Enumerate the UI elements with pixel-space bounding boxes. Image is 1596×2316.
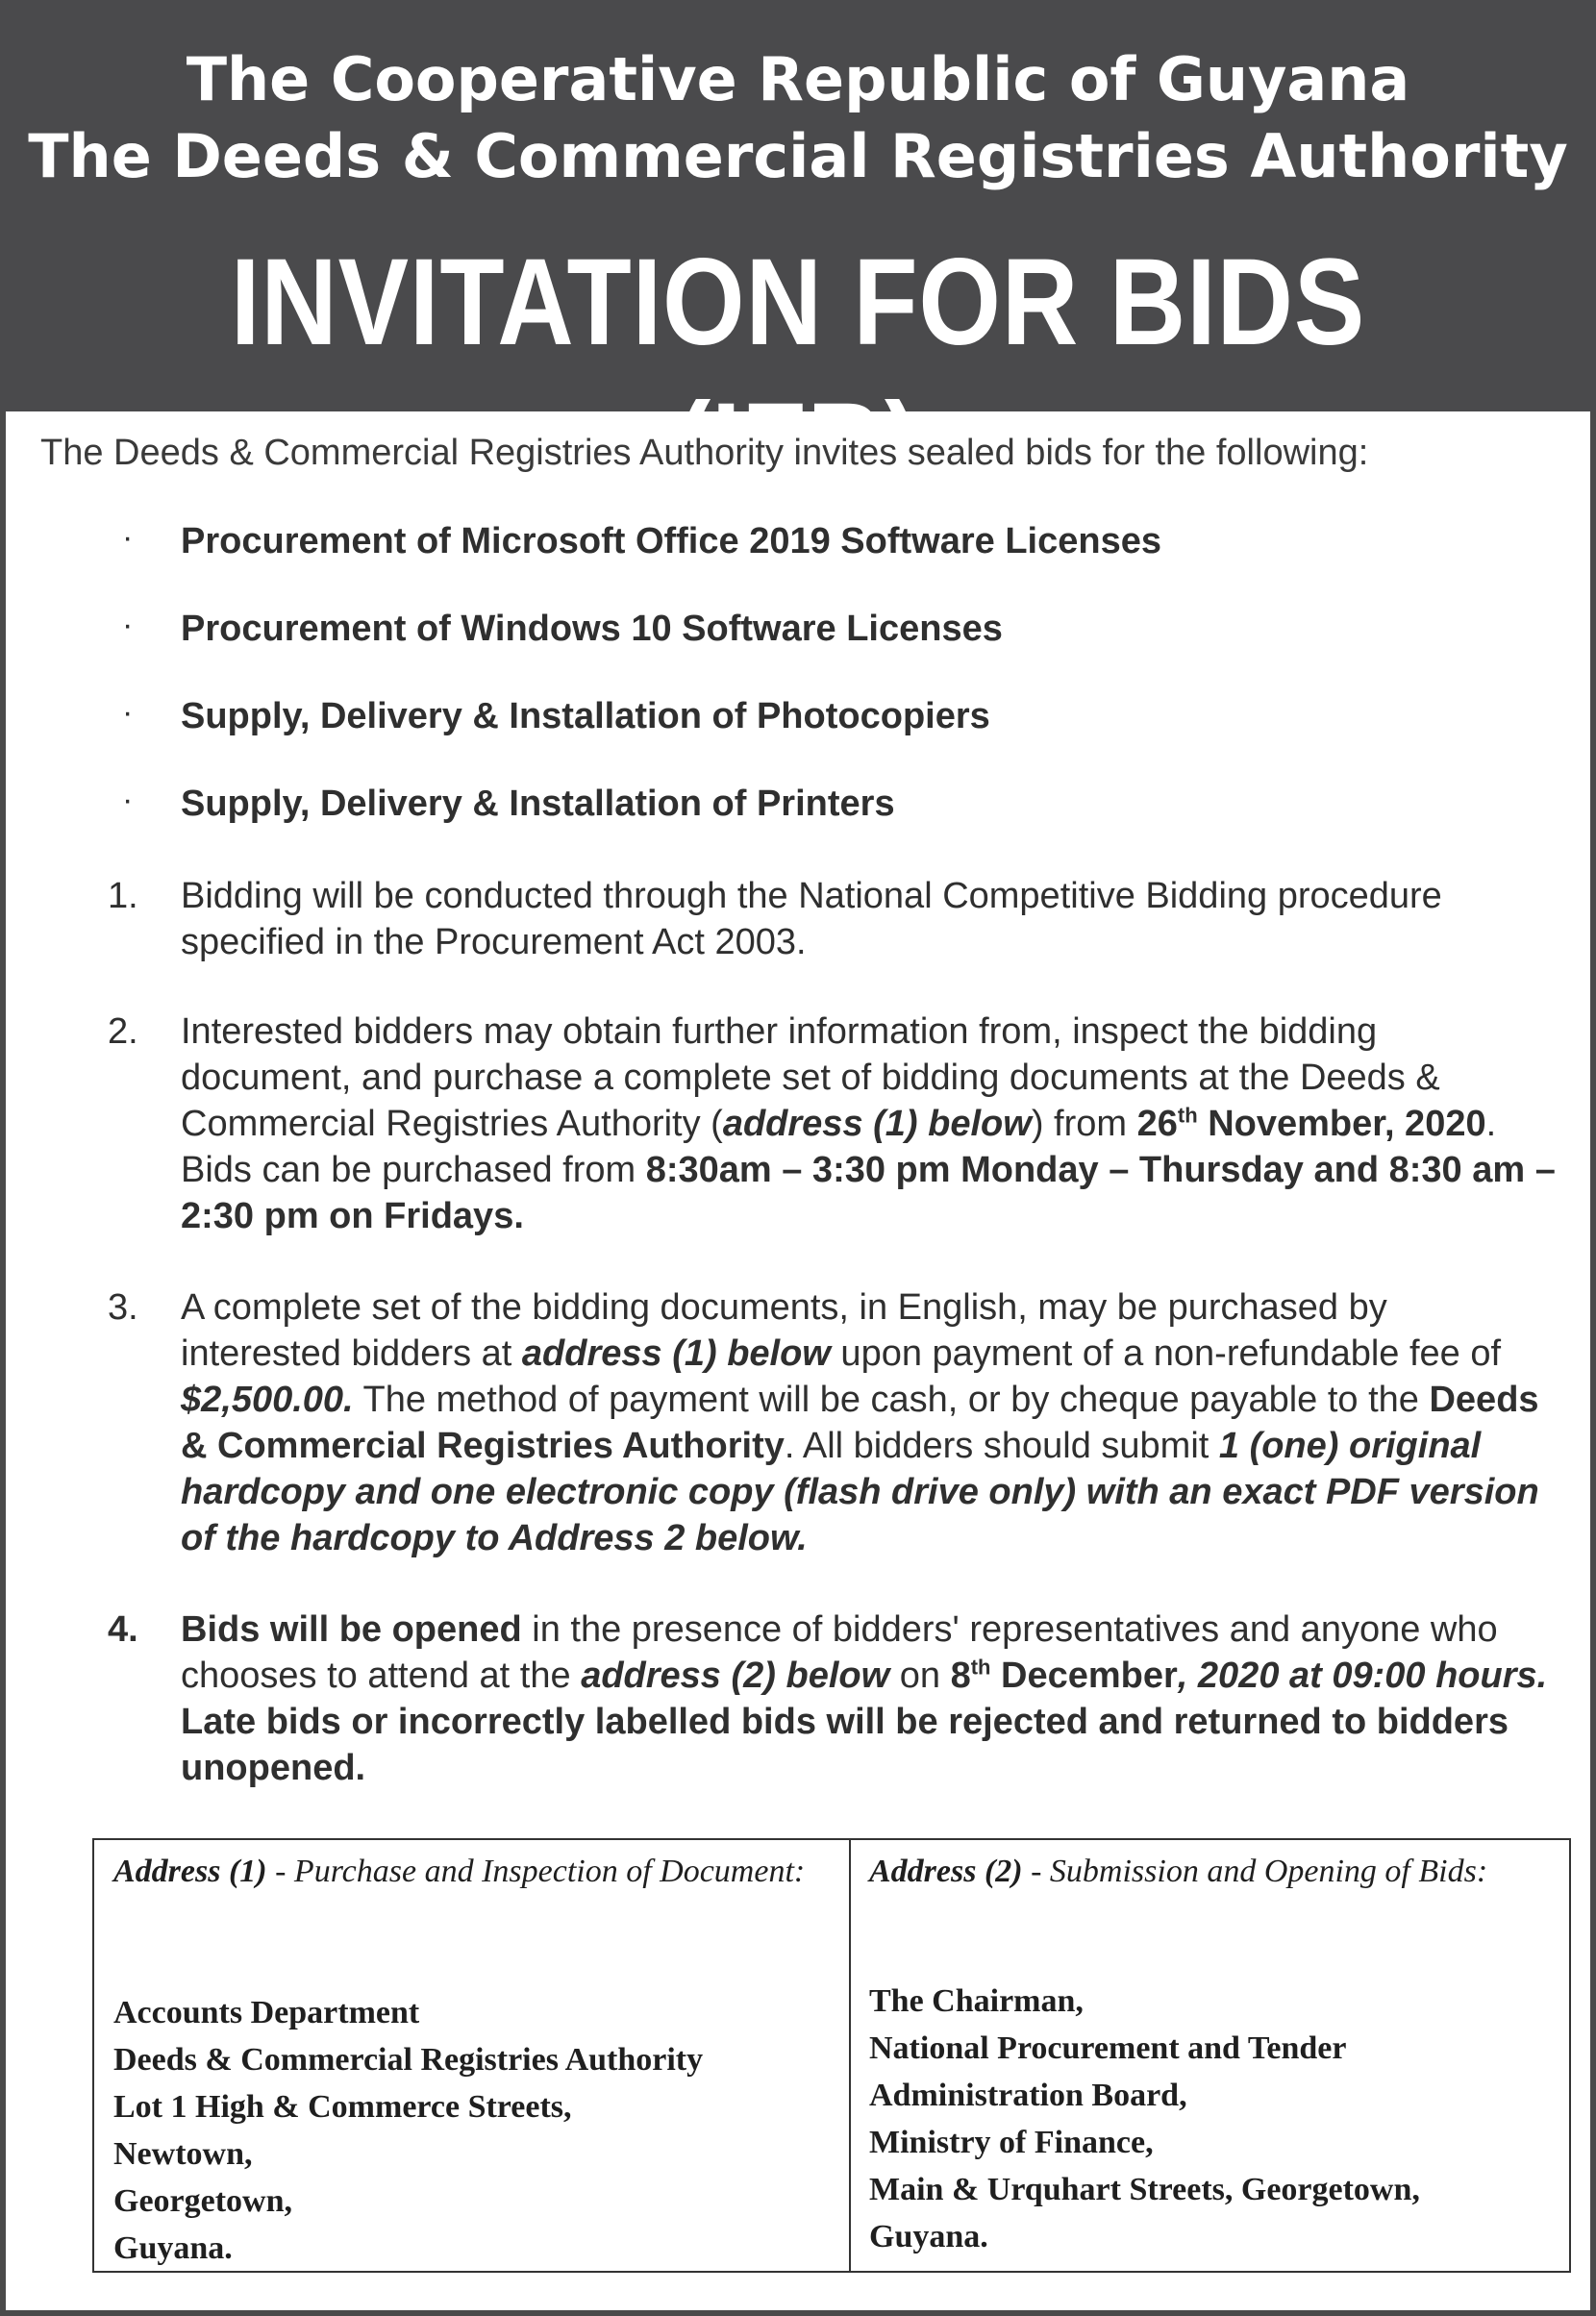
list-item-label: Procurement of Windows 10 Software Licenses bbox=[181, 609, 1003, 649]
paragraph-body bbox=[181, 1009, 1556, 1239]
address-label: Address (2) bbox=[869, 1854, 1023, 1889]
address-ref: address (2) below bbox=[581, 1656, 890, 1696]
address-line: National Procurement and Tender bbox=[869, 2030, 1347, 2066]
address-2-cell bbox=[869, 1848, 1561, 2254]
date-day: 26 bbox=[1136, 1104, 1178, 1144]
bullet-icon: · bbox=[122, 607, 134, 643]
bullet-icon: · bbox=[122, 694, 134, 731]
text-run: ) from bbox=[1031, 1104, 1137, 1144]
paragraph-text: Bidding will be conducted through the National Competitive Bidding procedure specified in the Procurement Act 2003. bbox=[181, 876, 1442, 962]
text-run: Bids will be opened bbox=[181, 1609, 522, 1650]
text-run: The method of payment will be cash, or by cheque payable to the bbox=[353, 1380, 1430, 1420]
date-suffix: th bbox=[1177, 1103, 1198, 1128]
list-item-label: Supply, Delivery & Installation of Printers bbox=[181, 784, 895, 824]
list-item-label: Supply, Delivery & Installation of Photocopiers bbox=[181, 696, 990, 736]
address-description: - Purchase and Inspection of Document: bbox=[266, 1854, 806, 1889]
date-suffix: th bbox=[970, 1655, 991, 1680]
address-table bbox=[92, 1838, 1571, 2273]
address-line: Guyana. bbox=[113, 2230, 233, 2266]
address-line: Administration Board, bbox=[869, 2078, 1187, 2113]
list-item-label: Procurement of Microsoft Office 2019 Software Licenses bbox=[181, 521, 1161, 561]
payee-name: Deeds & Commercial Registries Authority bbox=[181, 1380, 1539, 1466]
paragraph-body bbox=[181, 873, 1556, 965]
address-1-heading bbox=[113, 1848, 835, 1895]
address-line: Accounts Department bbox=[113, 1995, 420, 2030]
late-bids-notice: Late bids or incorrectly labelled bids will be rejected and returned to bidders unopened. bbox=[181, 1702, 1509, 1788]
address-line: Main & Urquhart Streets, Georgetown, bbox=[869, 2172, 1420, 2207]
authority-name: The Deeds & Commercial Registries Authority bbox=[28, 121, 1568, 191]
address-2-heading bbox=[869, 1848, 1561, 1895]
address-line: Newtown, bbox=[113, 2136, 253, 2172]
purchase-hours: 8:30am – 3:30 pm Monday – Thursday and 8:30 am – 2:30 pm on Fridays. bbox=[181, 1150, 1556, 1236]
text-run: . All bidders should submit bbox=[784, 1426, 1219, 1466]
address-ref: address (1) below bbox=[521, 1333, 831, 1374]
date-day: 8 bbox=[950, 1656, 971, 1696]
text-run: on bbox=[889, 1656, 951, 1696]
text-run: A complete set of the bidding documents, in English, may be purchased by interested bidders at bbox=[181, 1287, 1387, 1374]
address-line: Ministry of Finance, bbox=[869, 2125, 1154, 2160]
address-description: - Submission and Opening of Bids: bbox=[1022, 1854, 1488, 1889]
paragraph-number: 3. bbox=[108, 1287, 138, 1328]
paragraph-number: 1. bbox=[108, 876, 138, 916]
table-divider bbox=[849, 1840, 851, 2271]
address-ref: address (1) below bbox=[722, 1104, 1032, 1144]
text-run: Interested bidders may obtain further information from, inspect the bidding document, and purchase a complete set of bidding documents at the Deeds & Commercial Registries Authority ( bbox=[181, 1011, 1440, 1144]
address-1-lines bbox=[113, 1989, 703, 2272]
text-run: . Bids can be purchased from bbox=[181, 1104, 1497, 1190]
bullet-icon: · bbox=[122, 782, 134, 818]
address-line: Lot 1 High & Commerce Streets, bbox=[113, 2089, 572, 2125]
address-2-lines bbox=[869, 1978, 1420, 2260]
address-1-cell bbox=[113, 1848, 835, 2266]
address-line: Guyana. bbox=[869, 2219, 988, 2254]
opening-time: , 2020 at 09:00 hours. bbox=[1177, 1656, 1548, 1696]
fee-amount: $2,500.00. bbox=[181, 1380, 354, 1420]
paragraph-body bbox=[181, 1284, 1556, 1561]
text-run: in the presence of bidders' representatives and anyone who chooses to attend at the bbox=[181, 1609, 1498, 1696]
country-name: The Cooperative Republic of Guyana bbox=[186, 44, 1410, 114]
page-title: INVITATION FOR BIDS (IFB) bbox=[230, 234, 1366, 515]
text-run: upon payment of a non-refundable fee of bbox=[830, 1333, 1502, 1374]
address-label: Address (1) bbox=[113, 1854, 267, 1889]
date-month: December bbox=[990, 1656, 1178, 1696]
intro-text: The Deeds & Commercial Registries Authority invites sealed bids for the following: bbox=[40, 433, 1369, 473]
paragraph-body bbox=[181, 1606, 1556, 1791]
bullet-icon: · bbox=[122, 519, 134, 556]
address-line: The Chairman, bbox=[869, 1983, 1084, 2019]
paragraph-number: 4. bbox=[108, 1609, 138, 1650]
address-line: Georgetown, bbox=[113, 2183, 293, 2219]
address-line: Deeds & Commercial Registries Authority bbox=[113, 2042, 704, 2078]
submission-requirements: 1 (one) original hardcopy and one electronic copy (flash drive only) with an exact PDF version of the hardcopy to Address 2 below. bbox=[181, 1426, 1539, 1558]
paragraph-number: 2. bbox=[108, 1011, 138, 1052]
date-month-year: November, 2020 bbox=[1197, 1104, 1486, 1144]
